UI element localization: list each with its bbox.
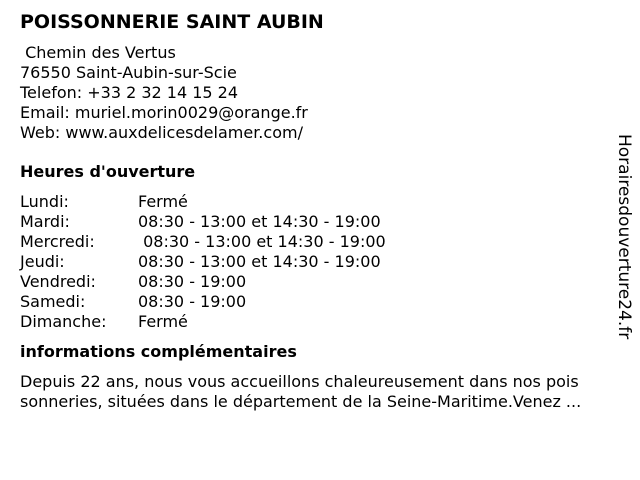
hours-time: 08:30 - 13:00 et 14:30 - 19:00 <box>138 212 381 231</box>
phone-line: Telefon: +33 2 32 14 15 24 <box>20 83 239 102</box>
hours-day-label: Vendredi: <box>20 272 96 291</box>
hours-day-label: Dimanche: <box>20 312 107 331</box>
description-line: Depuis 22 ans, nous vous accueillons chaleureusement dans nos pois <box>20 372 579 391</box>
site-watermark: Horairesdouverture24.fr <box>614 134 634 340</box>
hours-row-thursday <box>20 252 610 272</box>
hours-row-wednesday <box>20 232 610 252</box>
hours-time: 08:30 - 19:00 <box>138 292 247 311</box>
hours-day-label: Jeudi: <box>20 252 65 271</box>
additional-info-heading: informations complémentaires <box>20 342 297 361</box>
address-city: 76550 Saint-Aubin-sur-Scie <box>20 63 237 82</box>
web-line: Web: www.auxdelicesdelamer.com/ <box>20 123 303 142</box>
hours-row-monday <box>20 192 610 212</box>
email-line: Email: muriel.morin0029@orange.fr <box>20 103 308 122</box>
hours-day-label: Lundi: <box>20 192 69 211</box>
opening-hours-heading: Heures d'ouverture <box>20 162 196 181</box>
hours-row-saturday <box>20 292 610 312</box>
hours-time: 08:30 - 19:00 <box>138 272 247 291</box>
address-street: Chemin des Vertus <box>20 43 176 62</box>
hours-time: 08:30 - 13:00 et 14:30 - 19:00 <box>138 252 381 271</box>
business-card <box>20 10 610 412</box>
business-name: POISSONNERIE SAINT AUBIN <box>20 11 324 33</box>
description-line: sonneries, situées dans le département de la Seine-Maritime.Venez ... <box>20 392 582 411</box>
hours-row-friday <box>20 272 610 292</box>
hours-time: Fermé <box>138 312 188 331</box>
hours-day-label: Samedi: <box>20 292 86 311</box>
hours-time: 08:30 - 13:00 et 14:30 - 19:00 <box>138 232 386 251</box>
hours-row-sunday <box>20 312 610 332</box>
hours-time: Fermé <box>138 192 188 211</box>
hours-day-label: Mercredi: <box>20 232 95 251</box>
hours-day-label: Mardi: <box>20 212 70 231</box>
hours-row-tuesday <box>20 212 610 232</box>
